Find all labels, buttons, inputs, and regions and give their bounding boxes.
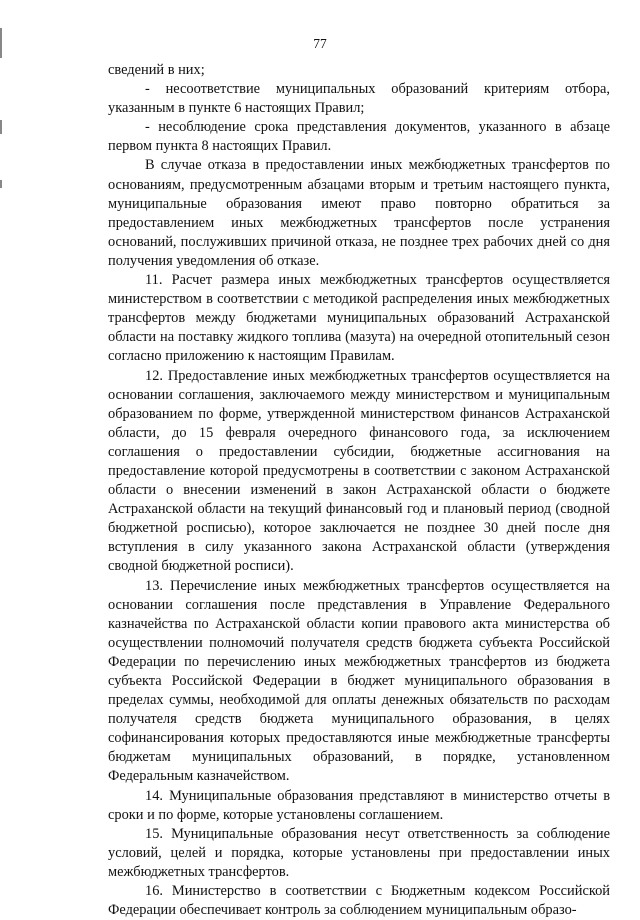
scan-margin-mark [0, 180, 2, 188]
paragraph: - несоблюдение срока представления документов, указанного в абзаце первом пункта 8 настоящих Правил. [108, 119, 610, 155]
paragraph: В случае отказа в предоставлении иных межбюджетных трансфертов по основаниям, предусмотренным абзацами вторым и третьим настоящего пункта, муниципальные образования имеют право повторно обратиться за предоставлением иных межбюджетных трансфертов после устранения оснований, послуживших причиной отказа, не позднее трех рабочих дней со дня получения уведомления об отказе. [108, 157, 610, 269]
document-body [108, 61, 610, 920]
paragraph: - несоответствие муниципальных образований критериям отбора, указанным в пункте 6 настоящих Правил; [108, 81, 610, 117]
paragraph-item-11: 11. Расчет размера иных межбюджетных трансфертов осуществляется министерством в соответствии с методикой распределения иных межбюджетных трансфертов между бюджетами муниципальных образований Астраханской области на поставку жидкого топлива (мазута) на очередной отопительный сезон согласно приложению к настоящим Правилам. [108, 272, 610, 365]
paragraph-item-15: 15. Муниципальные образования несут ответственность за соблюдение условий, целей и порядка, которые установлены при предоставлении иных межбюджетных трансфертов. [108, 825, 610, 880]
paragraph: сведений в них; [108, 62, 205, 78]
paragraph-item-16: 16. Министерство в соответствии с Бюджетным кодексом Российской Федерации обеспечивает контроль за соблюдением муниципальным образо- [108, 883, 610, 919]
scan-margin-mark [0, 120, 2, 134]
paragraph-item-12: 12. Предоставление иных межбюджетных трансфертов осуществляется на основании соглашения, заключаемого между министерством и муниципальным образованием по форме, утвержденной министерством финансов Астраханской области, до 15 февраля очередного финансового года, за исключением соглашения о предоставлении субсидии, бюджетные ассигнования на предоставление которой предусмотрены в соответствии с законом Астраханской области о внесении изменений в закон Астраханской области о бюджете Астраханской области на текущий финансовый год и плановый период (сводной бюджетной росписью), которое заключается не позднее 30 дней после дня вступления в силу указанного закона Астраханской области (утверждения сводной бюджетной росписи). [108, 367, 610, 575]
paragraph-item-14: 14. Муниципальные образования представляют в министерство отчеты в сроки и по форме, которые установлены соглашением. [108, 787, 610, 823]
paragraph-item-13: 13. Перечисление иных межбюджетных трансфертов осуществляется на основании соглашения после представления в Управление Федерального казначейства по Астраханской области копии правового акта министерства об осуществлении полномочий получателя средств бюджета субъекта Российской Федерации по перечислению иных межбюджетных трансфертов из бюджета субъекта Российской Федерации в бюджет муниципального образования в пределах суммы, необходимой для оплаты денежных обязательств по расходам получателя средств бюджета муниципального образования, в целях софинансирования которых предоставляются иные межбюджетные трансферты бюджетам муниципальных образований, в порядке, установленном Федеральным казначейством. [108, 577, 610, 785]
page-number: 77 [313, 36, 327, 51]
